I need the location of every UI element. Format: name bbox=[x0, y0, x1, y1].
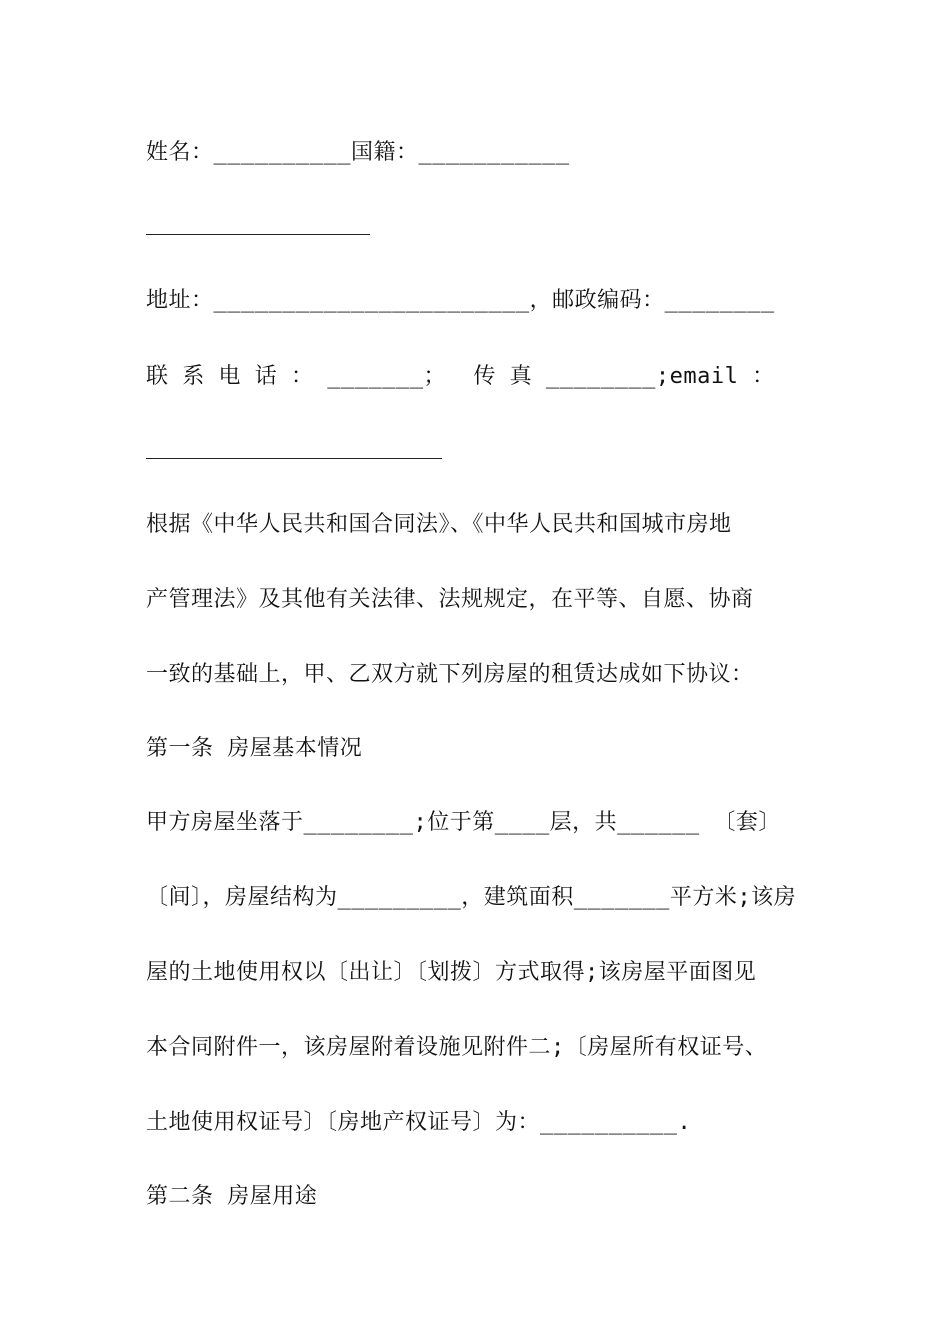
article-1-line-4: 本合同附件一，该房屋附着设施见附件二;〔房屋所有权证号、 bbox=[146, 1035, 768, 1060]
article-1-line-2: 〔间〕，房屋结构为_________，建筑面积_______平方米;该房 bbox=[146, 885, 797, 910]
preamble-line-2: 产管理法》及其他有关法律、法规规定，在平等、自愿、协商 bbox=[146, 587, 754, 612]
email-blank-underline bbox=[146, 458, 442, 459]
article-1-line-3: 屋的土地使用权以〔出让〕〔划拨〕方式取得;该房屋平面图见 bbox=[146, 960, 757, 985]
name-nationality-line: 姓名：__________国籍：___________ bbox=[146, 140, 570, 165]
phone-fax-email-line: 联 系 电 话 ： _______； 传 真 ________;email ： bbox=[146, 364, 775, 389]
article-1-line-1: 甲方房屋坐落于________;位于第____层，共______ 〔套〕 bbox=[146, 810, 781, 835]
preamble-line-3: 一致的基础上，甲、乙双方就下列房屋的租赁达成如下协议： bbox=[146, 662, 754, 687]
article-1-line-5: 土地使用权证号〕〔房地产权证号〕为：__________. bbox=[146, 1110, 692, 1135]
blank-underline bbox=[146, 234, 370, 235]
address-postcode-line: 地址：_______________________，邮政编码：________ bbox=[146, 288, 775, 313]
preamble-line-1: 根据《中华人民共和国合同法》、《中华人民共和国城市房地 bbox=[146, 512, 732, 537]
article-1-heading: 第一条 房屋基本情况 bbox=[146, 736, 363, 761]
article-2-heading: 第二条 房屋用途 bbox=[146, 1184, 318, 1209]
